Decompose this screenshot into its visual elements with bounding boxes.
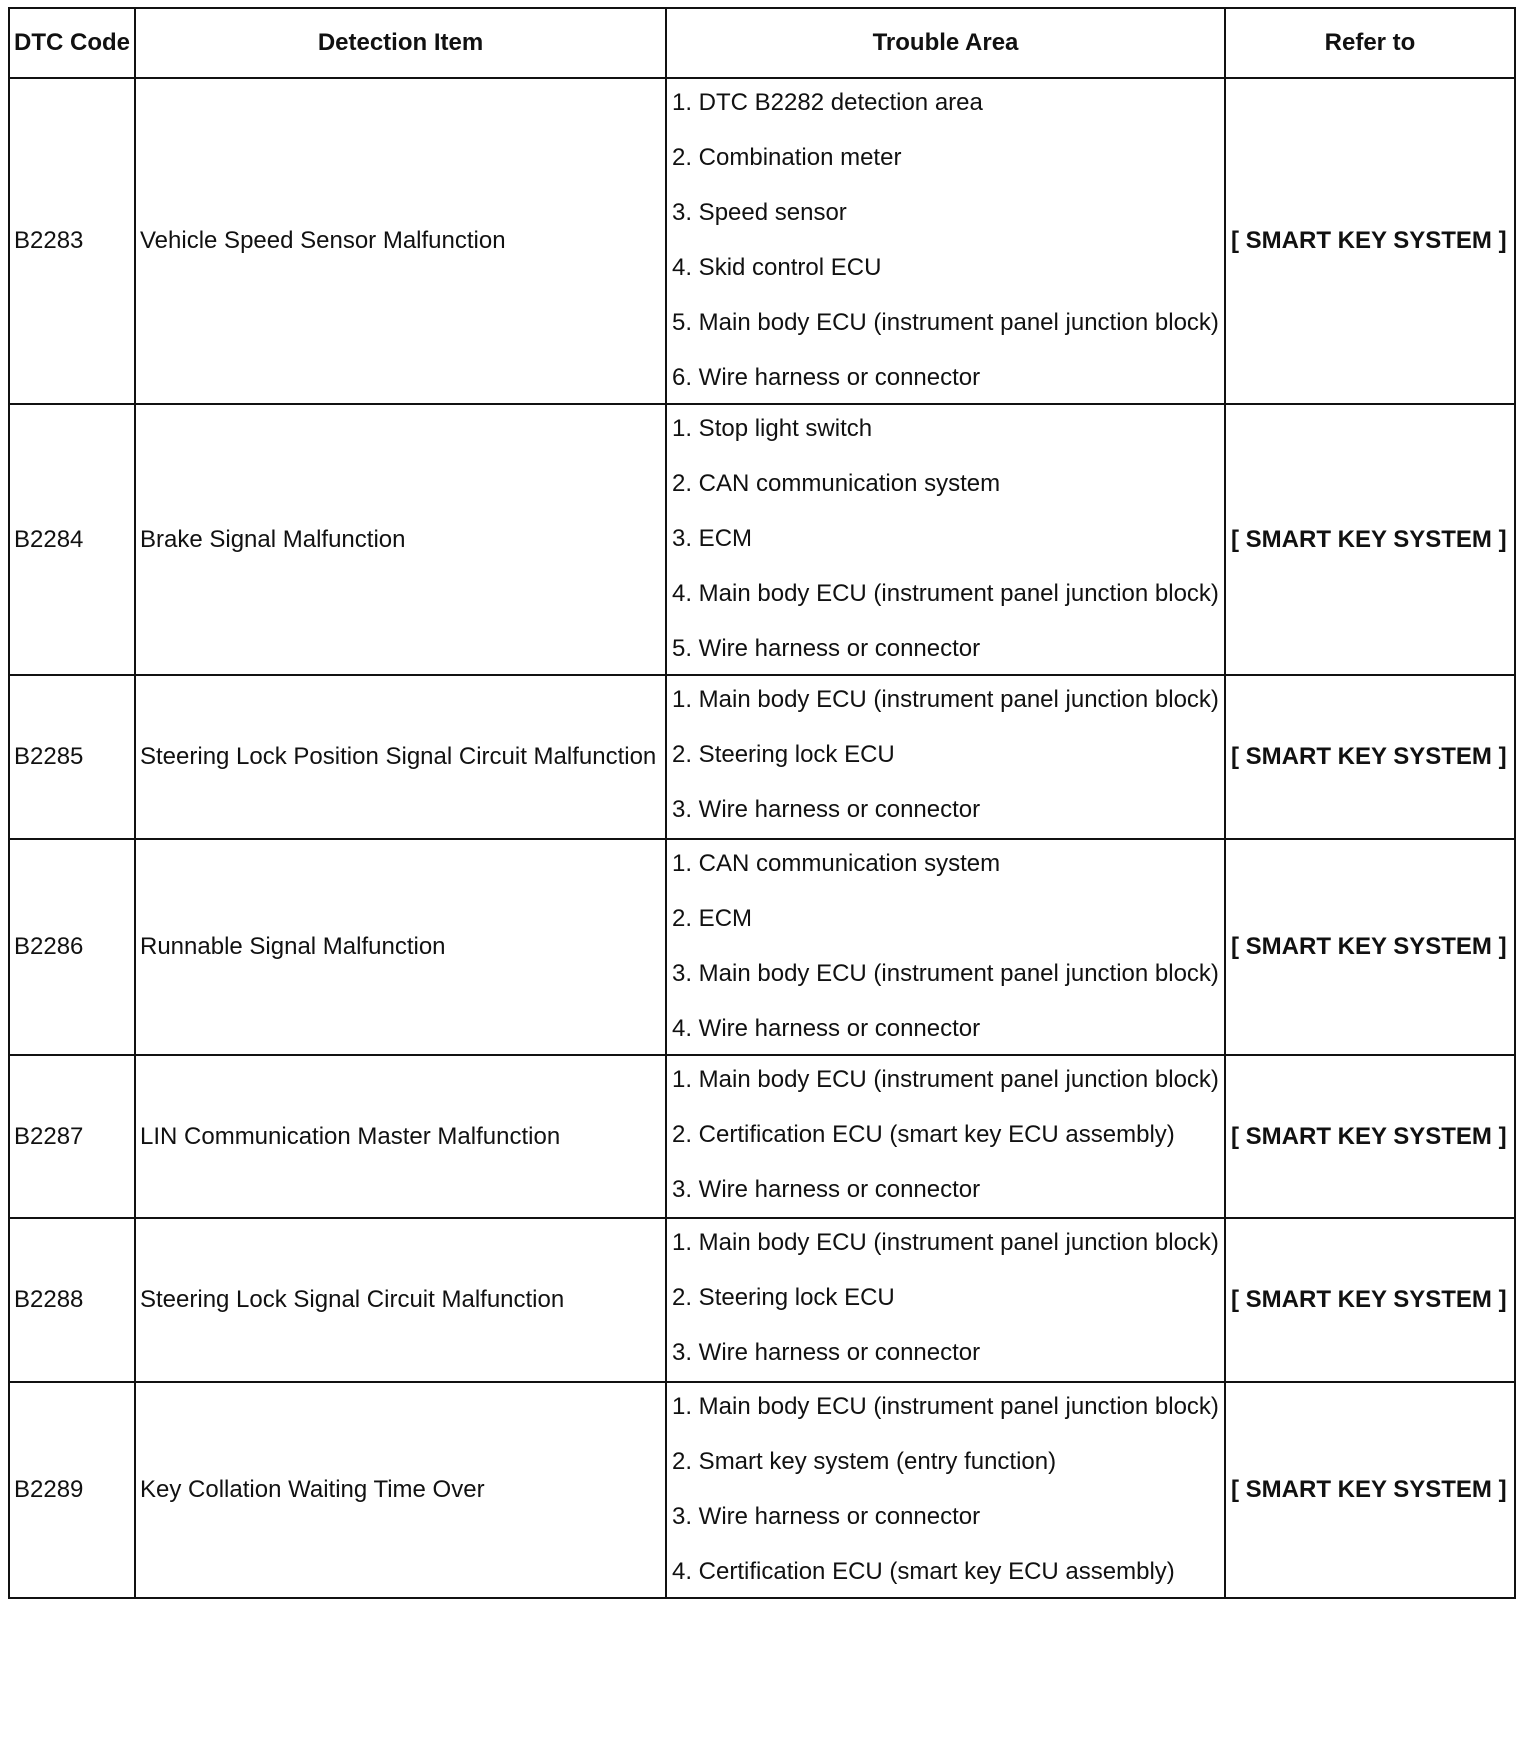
table-row [9, 1055, 1515, 1218]
trouble-area-cell [666, 404, 1225, 675]
trouble-area-item: 3. Wire harness or connector [672, 1339, 981, 1366]
trouble-area-item: 2. CAN communication system [672, 470, 1001, 497]
table-body [9, 78, 1515, 1598]
trouble-area-item: 3. Main body ECU (instrument panel junction block) [672, 960, 1219, 987]
trouble-area-item: 2. Combination meter [672, 144, 902, 171]
dtc-code-cell: B2285 [9, 675, 135, 839]
table-row [9, 839, 1515, 1055]
trouble-area-item: 1. Stop light switch [672, 415, 873, 442]
trouble-area-cell [666, 675, 1225, 839]
trouble-area-cell [666, 1055, 1225, 1218]
trouble-area-item: 4. Skid control ECU [672, 254, 882, 281]
trouble-area-item: 1. Main body ECU (instrument panel junction block) [672, 686, 1219, 713]
trouble-area-item: 3. Wire harness or connector [672, 1176, 981, 1203]
trouble-area-item: 4. Certification ECU (smart key ECU assembly) [672, 1558, 1175, 1585]
refer-to-link[interactable]: [ SMART KEY SYSTEM ] [1225, 675, 1515, 839]
header-refer-to: Refer to [1225, 8, 1515, 78]
trouble-area-cell [666, 839, 1225, 1055]
detection-item-cell: Steering Lock Signal Circuit Malfunction [135, 1218, 666, 1382]
refer-to-link[interactable]: [ SMART KEY SYSTEM ] [1225, 404, 1515, 675]
trouble-area-cell [666, 1382, 1225, 1598]
detection-item-cell: Brake Signal Malfunction [135, 404, 666, 675]
trouble-area-item: 1. Main body ECU (instrument panel junction block) [672, 1229, 1219, 1256]
trouble-area-item: 1. DTC B2282 detection area [672, 89, 983, 116]
trouble-area-item: 2. Steering lock ECU [672, 1284, 895, 1311]
trouble-area-item: 3. Wire harness or connector [672, 1503, 981, 1530]
table-row [9, 404, 1515, 675]
trouble-area-item: 6. Wire harness or connector [672, 364, 981, 391]
refer-to-link[interactable]: [ SMART KEY SYSTEM ] [1225, 1218, 1515, 1382]
table-header-row [9, 8, 1515, 78]
dtc-table [8, 7, 1516, 1599]
trouble-area-item: 2. ECM [672, 905, 753, 932]
trouble-area-item: 2. Certification ECU (smart key ECU assembly) [672, 1121, 1175, 1148]
refer-to-link[interactable]: [ SMART KEY SYSTEM ] [1225, 78, 1515, 404]
refer-to-link[interactable]: [ SMART KEY SYSTEM ] [1225, 839, 1515, 1055]
refer-to-link[interactable]: [ SMART KEY SYSTEM ] [1225, 1055, 1515, 1218]
trouble-area-item: 2. Steering lock ECU [672, 741, 895, 768]
trouble-area-cell [666, 78, 1225, 404]
detection-item-cell: Runnable Signal Malfunction [135, 839, 666, 1055]
table-row [9, 1218, 1515, 1382]
header-detection-item: Detection Item [135, 8, 666, 78]
trouble-area-item: 4. Wire harness or connector [672, 1015, 981, 1042]
dtc-code-cell: B2284 [9, 404, 135, 675]
table-row [9, 675, 1515, 839]
detection-item-cell: Steering Lock Position Signal Circuit Malfunction [135, 675, 666, 839]
dtc-code-cell: B2289 [9, 1382, 135, 1598]
trouble-area-item: 4. Main body ECU (instrument panel junction block) [672, 580, 1219, 607]
table-row [9, 1382, 1515, 1598]
trouble-area-item: 3. ECM [672, 525, 753, 552]
trouble-area-item: 5. Wire harness or connector [672, 635, 981, 662]
detection-item-cell: Vehicle Speed Sensor Malfunction [135, 78, 666, 404]
header-dtc-code: DTC Code [9, 8, 135, 78]
dtc-code-cell: B2288 [9, 1218, 135, 1382]
dtc-code-cell: B2283 [9, 78, 135, 404]
trouble-area-item: 1. Main body ECU (instrument panel junction block) [672, 1393, 1219, 1420]
detection-item-cell: Key Collation Waiting Time Over [135, 1382, 666, 1598]
detection-item-cell: LIN Communication Master Malfunction [135, 1055, 666, 1218]
dtc-code-cell: B2286 [9, 839, 135, 1055]
header-trouble-area: Trouble Area [666, 8, 1225, 78]
refer-to-link[interactable]: [ SMART KEY SYSTEM ] [1225, 1382, 1515, 1598]
trouble-area-item: 1. Main body ECU (instrument panel junction block) [672, 1066, 1219, 1093]
trouble-area-item: 1. CAN communication system [672, 850, 1001, 877]
trouble-area-item: 3. Speed sensor [672, 199, 847, 226]
trouble-area-item: 2. Smart key system (entry function) [672, 1448, 1057, 1475]
trouble-area-cell [666, 1218, 1225, 1382]
dtc-code-cell: B2287 [9, 1055, 135, 1218]
table-row [9, 78, 1515, 404]
trouble-area-item: 3. Wire harness or connector [672, 796, 981, 823]
trouble-area-item: 5. Main body ECU (instrument panel junction block) [672, 309, 1219, 336]
